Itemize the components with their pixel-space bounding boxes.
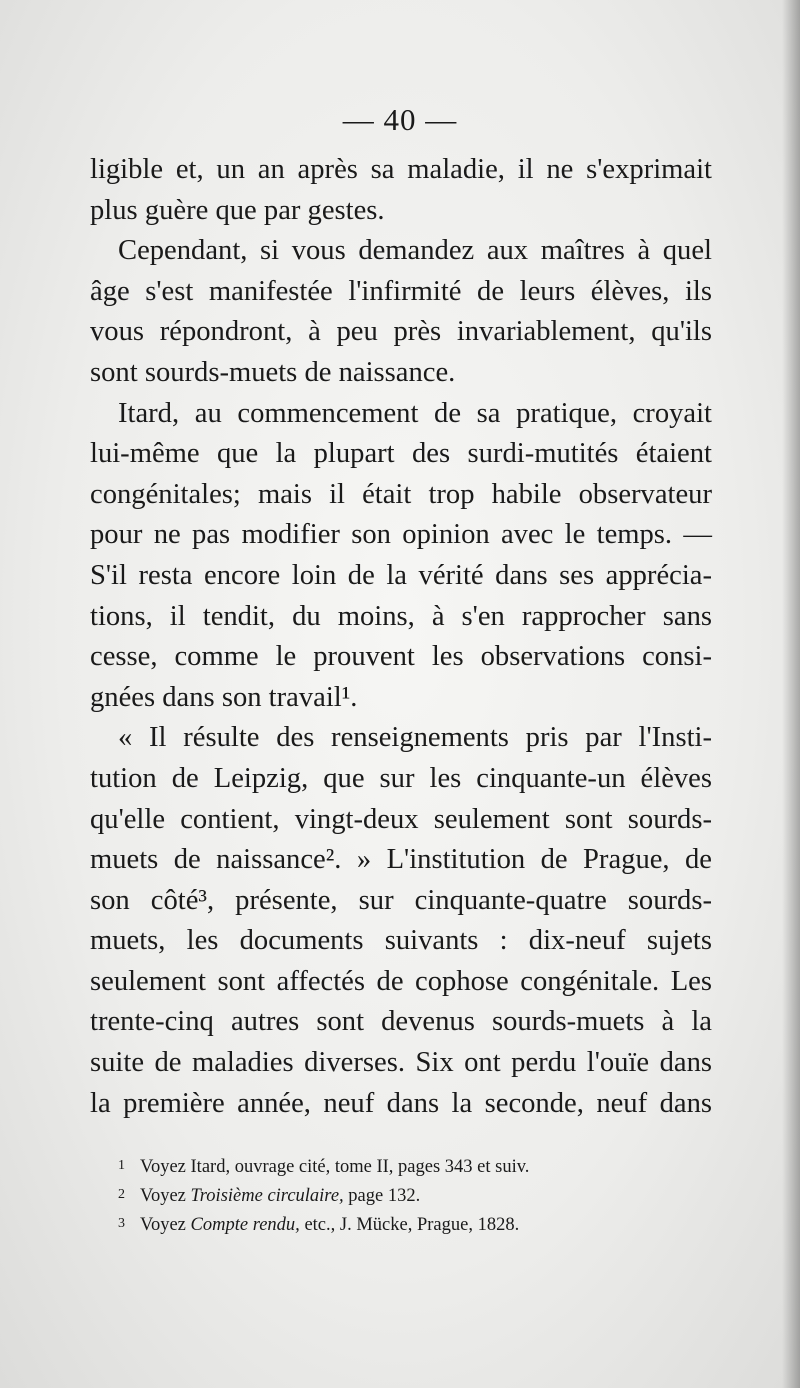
- text-line: « Il résulte des renseignements pris par l'Insti-: [118, 722, 712, 754]
- footnote-marker: 3: [118, 1216, 125, 1231]
- text-line: vous répondront, à peu près invariablement, qu'ils: [90, 316, 712, 348]
- text-line: congénitales; mais il était trop habile observateur: [90, 478, 712, 510]
- page-edge-shadow: [782, 0, 800, 1388]
- text-line: lui-même que la plupart des surdi-mutités étaient: [90, 438, 712, 470]
- footnote-text: page 132.: [343, 1186, 421, 1206]
- footnote-text: etc., J. Mücke, Prague, 1828.: [299, 1215, 520, 1235]
- text-line: muets de naissance². » L'institution de Prague, de: [90, 844, 712, 876]
- text-line: plus guère que par gestes.: [90, 194, 385, 226]
- text-line: son côté³, présente, sur cinquante-quatre sourds-: [90, 884, 712, 916]
- text-line: la première année, neuf dans la seconde, neuf dans: [90, 1087, 712, 1119]
- text-line: cesse, comme le prouvent les observations consi-: [90, 641, 712, 673]
- footnote-marker: 1: [118, 1158, 125, 1173]
- footnote-2: [118, 1182, 718, 1211]
- text-line: qu'elle contient, vingt-deux seulement sont sourds-: [90, 803, 712, 835]
- text-line: Cependant, si vous demandez aux maîtres à quel: [118, 235, 712, 267]
- text-line: ligible et, un an après sa maladie, il ne s'exprimait: [90, 154, 712, 185]
- footnote-1: [118, 1153, 718, 1182]
- footnote-title: Troisième circulaire,: [190, 1186, 344, 1206]
- text-line: S'il resta encore loin de la vérité dans ses apprécia-: [90, 559, 712, 591]
- text-line: seulement sont affectés de cophose congénitale. Les: [90, 965, 712, 997]
- text-line: Itard, au commencement de sa pratique, croyait: [118, 397, 712, 429]
- footnote-text: Voyez: [140, 1215, 191, 1235]
- text-line: gnées dans son travail¹.: [90, 681, 358, 713]
- footnotes: [118, 1153, 718, 1240]
- text-line: suite de maladies diverses. Six ont perdu l'ouïe dans: [90, 1047, 712, 1079]
- text-line: muets, les documents suivants : dix-neuf sujets: [90, 925, 712, 957]
- text-line: trente-cinq autres sont devenus sourds-muets à la: [90, 1006, 712, 1038]
- footnote-marker: 2: [118, 1187, 125, 1202]
- footnote-title: Compte rendu,: [190, 1215, 300, 1235]
- text-line: sont sourds-muets de naissance.: [90, 356, 456, 388]
- body-text: [90, 150, 712, 1124]
- footnote-text: Voyez Itard, ouvrage cité, tome II, pages 343 et suiv.: [140, 1157, 530, 1177]
- text-line: tution de Leipzig, que sur les cinquante-un élèves: [90, 762, 712, 794]
- text-line: âge s'est manifestée l'infirmité de leurs élèves, ils: [90, 275, 712, 307]
- text-line: pour ne pas modifier son opinion avec le temps. —: [90, 519, 712, 551]
- footnote-3: [118, 1211, 718, 1240]
- footnote-text: Voyez: [140, 1186, 191, 1206]
- text-line: tions, il tendit, du moins, à s'en rapprocher sans: [90, 600, 712, 632]
- page-number: — 40 —: [342, 102, 458, 137]
